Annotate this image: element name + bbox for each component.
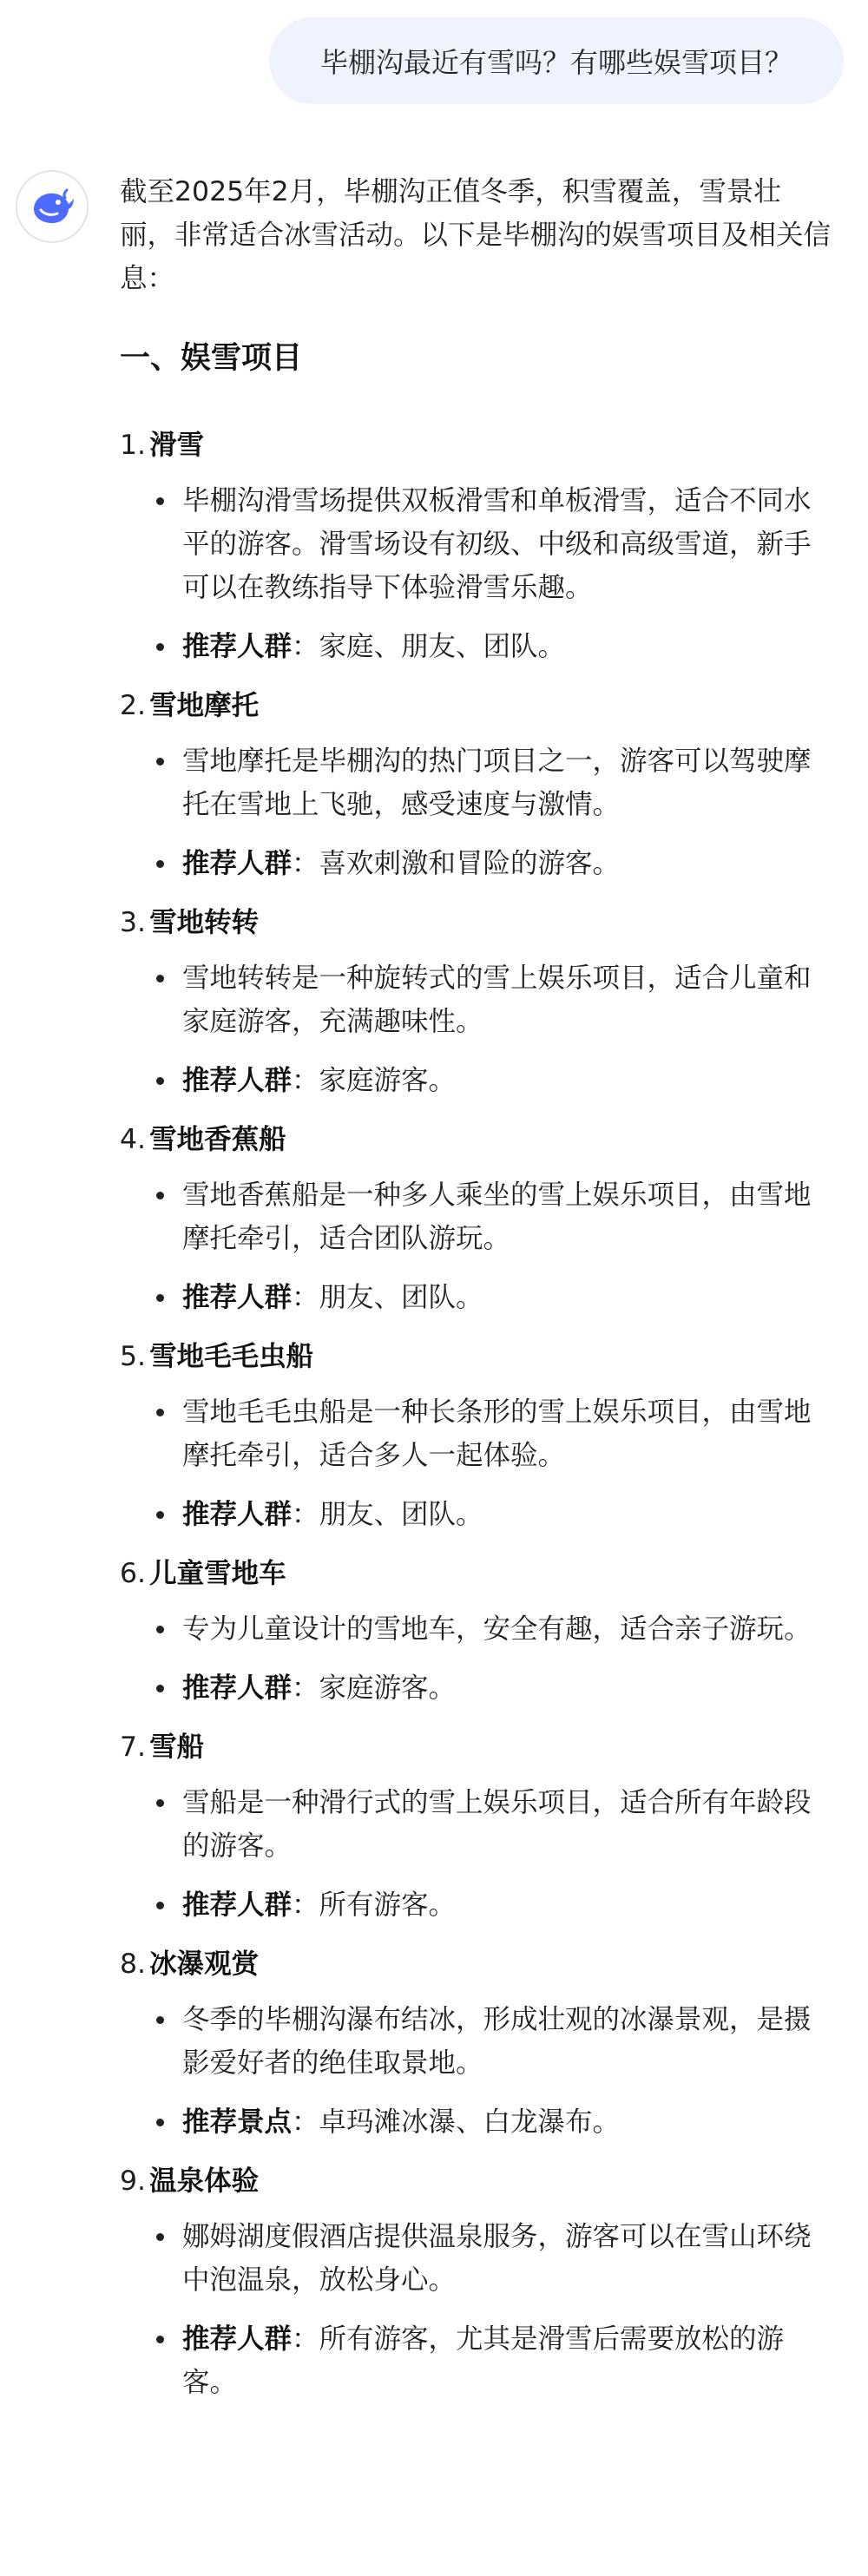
- item-number: 1.: [120, 430, 147, 461]
- list-item: [120, 424, 832, 668]
- recommend-label: 推荐人群: [182, 631, 293, 662]
- item-recommendation: [149, 2100, 832, 2144]
- recommend-value: ：所有游客，尤其是滑雪后需要放松的游客。: [182, 2323, 785, 2398]
- list-item: [120, 2159, 832, 2404]
- item-description: [149, 1781, 832, 1868]
- item-name: 儿童雪地车: [149, 1558, 286, 1589]
- recommend-label: 推荐人群: [182, 1282, 293, 1313]
- item-details: [120, 1173, 832, 1319]
- item-recommendation: [149, 1666, 832, 1710]
- item-name: 温泉体验: [149, 2165, 260, 2197]
- list-item: [120, 1335, 832, 1536]
- recommend-label: 推荐人群: [182, 2323, 293, 2355]
- item-name: 雪地转转: [149, 907, 260, 938]
- item-details: [120, 1998, 832, 2144]
- reply-intro: 截至2025年2月，毕棚沟正值冬季，积雪覆盖，雪景壮丽，非常适合冰雪活动。以下是毕棚沟的娱雪项目及相关信息：: [120, 176, 832, 294]
- item-description-text: 冬季的毕棚沟瀑布结冰，形成壮观的冰瀑景观，是摄影爱好者的绝佳取景地。: [182, 2004, 812, 2079]
- item-number: 2.: [120, 690, 147, 721]
- item-recommendation: [149, 842, 832, 885]
- user-message-bubble: [269, 17, 844, 104]
- item-description-text: 雪船是一种滑行式的雪上娱乐项目，适合所有年龄段的游客。: [182, 1787, 812, 1862]
- item-details: [120, 739, 832, 885]
- item-name: 冰瀑观赏: [149, 1948, 260, 1980]
- item-description: [149, 2215, 832, 2302]
- item-name: 滑雪: [149, 430, 205, 461]
- item-recommendation: [149, 2317, 832, 2404]
- item-details: [120, 1607, 832, 1710]
- list-item: [120, 1725, 832, 1927]
- recommend-value: ：朋友、团队。: [292, 1282, 483, 1313]
- item-details: [120, 1781, 832, 1927]
- item-details: [120, 2215, 832, 2404]
- item-details: [120, 479, 832, 668]
- item-details: [120, 956, 832, 1102]
- item-description: [149, 479, 832, 609]
- item-description-text: 雪地香蕉船是一种多人乘坐的雪上娱乐项目，由雪地摩托牵引，适合团队游玩。: [182, 1180, 812, 1254]
- item-number: 6.: [120, 1558, 147, 1589]
- item-heading: [120, 2159, 832, 2203]
- recommend-label: 推荐人群: [182, 848, 293, 879]
- item-heading: [120, 901, 832, 944]
- recommend-value: ：卓玛滩冰瀑、白龙瀑布。: [292, 2106, 621, 2138]
- item-heading: [120, 1118, 832, 1161]
- item-description-text: 毕棚沟滑雪场提供双板滑雪和单板滑雪，适合不同水平的游客。滑雪场设有初级、中级和高级雪道，新手可以在教练指导下体验滑雪乐趣。: [182, 485, 812, 603]
- item-heading: [120, 1942, 832, 1986]
- item-description-text: 专为儿童设计的雪地车，安全有趣，适合亲子游玩。: [182, 1613, 812, 1645]
- assistant-avatar: [16, 170, 89, 243]
- item-description: [149, 1998, 832, 2085]
- recommend-label: 推荐人群: [182, 1065, 293, 1096]
- recommend-value: ：家庭游客。: [292, 1065, 457, 1096]
- recommend-value: ：家庭游客。: [292, 1672, 457, 1704]
- item-description-text: 雪地毛毛虫船是一种长条形的雪上娱乐项目，由雪地摩托牵引，适合多人一起体验。: [182, 1396, 812, 1471]
- item-number: 4.: [120, 1124, 147, 1155]
- item-description: [149, 739, 832, 826]
- item-name: 雪地毛毛虫船: [149, 1341, 314, 1372]
- item-number: 8.: [120, 1948, 147, 1980]
- item-details: [120, 1390, 832, 1536]
- assistant-reply: [120, 170, 832, 2420]
- list-item: [120, 1552, 832, 1710]
- list-item: [120, 684, 832, 885]
- item-description-text: 雪地转转是一种旋转式的雪上娱乐项目，适合儿童和家庭游客，充满趣味性。: [182, 963, 812, 1037]
- item-description-text: 雪地摩托是毕棚沟的热门项目之一，游客可以驾驶摩托在雪地上飞驰，感受速度与激情。: [182, 746, 812, 820]
- recommend-label: 推荐人群: [182, 1672, 293, 1704]
- item-recommendation: [149, 1276, 832, 1319]
- item-heading: [120, 684, 832, 727]
- section-title: 一、娱雪项目: [120, 341, 303, 376]
- activity-list: [120, 424, 832, 2404]
- item-heading: [120, 1335, 832, 1378]
- item-number: 5.: [120, 1341, 147, 1372]
- item-name: 雪船: [149, 1732, 205, 1763]
- item-heading: [120, 1725, 832, 1769]
- item-recommendation: [149, 1493, 832, 1536]
- recommend-label: 推荐景点: [182, 2106, 293, 2138]
- item-description: [149, 1607, 832, 1651]
- item-number: 7.: [120, 1732, 147, 1763]
- item-recommendation: [149, 625, 832, 668]
- item-recommendation: [149, 1059, 832, 1102]
- item-description: [149, 1173, 832, 1260]
- recommend-value: ：家庭、朋友、团队。: [292, 631, 566, 662]
- item-description: [149, 956, 832, 1043]
- whale-logo-icon: [29, 183, 76, 230]
- item-description-text: 娜姆湖度假酒店提供温泉服务，游客可以在雪山环绕中泡温泉，放松身心。: [182, 2221, 812, 2296]
- recommend-label: 推荐人群: [182, 1499, 293, 1530]
- item-number: 9.: [120, 2165, 147, 2197]
- item-name: 雪地香蕉船: [149, 1124, 286, 1155]
- user-message-text: 毕棚沟最近有雪吗？有哪些娱雪项目？: [319, 46, 792, 79]
- item-description: [149, 1390, 832, 1477]
- recommend-value: ：朋友、团队。: [292, 1499, 483, 1530]
- list-item: [120, 1118, 832, 1319]
- recommend-value: ：喜欢刺激和冒险的游客。: [292, 848, 621, 879]
- recommend-label: 推荐人群: [182, 1889, 293, 1921]
- list-item: [120, 1942, 832, 2144]
- list-item: [120, 901, 832, 1102]
- item-heading: [120, 424, 832, 467]
- item-recommendation: [149, 1883, 832, 1927]
- item-number: 3.: [120, 907, 147, 938]
- item-heading: [120, 1552, 832, 1595]
- recommend-value: ：所有游客。: [292, 1889, 457, 1921]
- item-name: 雪地摩托: [149, 690, 260, 721]
